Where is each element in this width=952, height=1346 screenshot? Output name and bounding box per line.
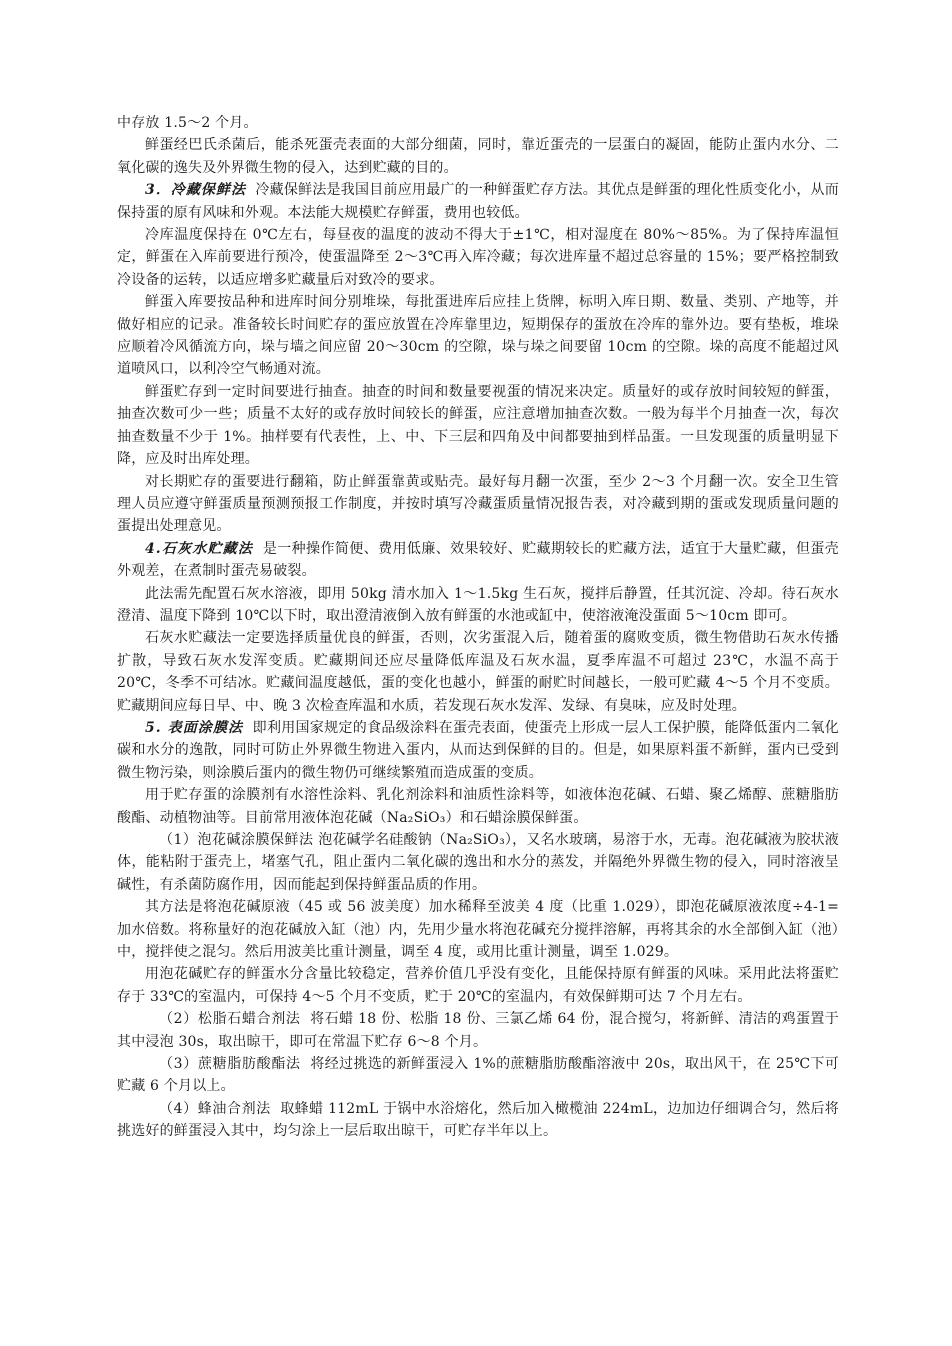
section-heading-cold-storage: 3．冷藏保鲜法 bbox=[145, 182, 246, 199]
paragraph-17: （4）蜂油合剂法 取蜂蜡 112mL 于锅中水浴熔化，然后加入橄榄油 224mL，边加边仔细调合匀，然后将挑选好的鲜蛋浸入其中，均匀涂上一层后取出晾干，可贮存半年以上。 bbox=[117, 1100, 839, 1140]
subsection-heading-3: （3）蔗糖脂肪酸酯法 bbox=[159, 1056, 301, 1073]
subsection-heading-1: （1）泡花碱涂膜保鲜法 bbox=[159, 832, 314, 848]
paragraph-15: （2）松脂石蜡合剂法 将石蜡 18 份、松脂 18 份、三氯乙烯 64 份，混合搅匀，将新鲜、清洁的鸡蛋置于其中浸泡 30s，取出晾干，即可在常温下贮存 6～8 个月。 bbox=[117, 1011, 839, 1050]
paragraph-14: 用泡花碱贮存的鲜蛋水分含量比较稳定，营养价值几乎没有变化，且能保持原有鲜蛋的风味。采用此法将蛋贮存于 33℃的室温内，可保持 4～5 个月不变质，贮于 20℃的室温内，有效保鲜期可达 7 个月左右。 bbox=[117, 966, 839, 1005]
paragraph-13: 其方法是将泡花碱原液（45 或 56 波美度）加水稀释至波美 4 度（比重 1.029），即泡花碱原液浓度÷4-1=加水倍数。将称量好的泡花碱放入缸（池）内，先用少量水将泡花碱充分搅拌溶解，再将其余的水全部倒入缸（池）中，搅拌使之混匀。然后用波美比重计测量，调至 4 度，或用比重计测量，调至 1.029。 bbox=[117, 899, 839, 961]
paragraph-10: 5. 表面涂膜法 即利用国家规定的食品级涂料在蛋壳表面，使蛋壳上形成一层人工保护膜，能降低蛋内二氧化碳和水分的逸散，同时可防止外界微生物进入蛋内，从而达到保鲜的目的。但是，如果原料蛋不新鲜，蛋内已受到微生物污染，则涂膜后蛋内的微生物仍可继续繁殖而造成蛋的变质。 bbox=[117, 719, 839, 781]
paragraph-16: （3）蔗糖脂肪酸酯法 将经过挑选的新鲜蛋浸入 1%的蔗糖脂肪酸酯溶液中 20s，取出风干，在 25℃下可贮藏 6 个月以上。 bbox=[117, 1056, 839, 1095]
section-heading-lime-water: 4.石灰水贮藏法 bbox=[145, 540, 254, 557]
paragraph-2: 3．冷藏保鲜法 冷藏保鲜法是我国目前应用最广的一种鲜蛋贮存方法。其优点是鲜蛋的理化性质变化小，从而保持蛋的原有风味和外观。本法能大规模贮存鲜蛋，费用也较低。 bbox=[117, 182, 839, 221]
section-heading-surface-coating: 5. 表面涂膜法 bbox=[145, 719, 244, 736]
paragraph-9: 石灰水贮藏法一定要选择质量优良的鲜蛋，否则，次劣蛋混入后，随着蛋的腐败变质，微生物借助石灰水传播扩散，导致石灰水发浑变质。贮藏期间还应尽量降低库温及石灰水温，夏季库温不可超过 23℃，水温不高于 20℃，冬季不可结冰。贮藏间温度越低，蛋的变化也越小，鲜蛋的耐贮时间越长，一般可贮藏 4～5 个月不变质。贮藏期间应每日早、中、晚 3 次检查库温和水质，若发现石灰水发浑、发绿、有臭味，应及时处理。 bbox=[117, 630, 839, 714]
paragraph-0: 中存放 1.5～2 个月。 bbox=[117, 115, 258, 131]
paragraph-7: 4.石灰水贮藏法 是一种操作简便、费用低廉、效果较好、贮藏期较长的贮藏方法，适宜于大量贮藏，但蛋壳外观差，在煮制时蛋壳易破裂。 bbox=[117, 540, 840, 580]
subsection-heading-4: （4）蜂油合剂法 bbox=[159, 1100, 271, 1117]
paragraph-12: （1）泡花碱涂膜保鲜法 泡花碱学名硅酸钠（Na₂SiO₃），又名水玻璃，易溶于水，无毒。泡花碱液为胶状液体，能粘附于蛋壳上，堵塞气孔，阻止蛋内二氧化碳的逸出和水分的蒸发，并隔绝外界微生物的侵入，同时溶液呈碱性，有杀菌防腐作用，因而能起到保持鲜蛋品质的作用。 bbox=[117, 832, 839, 893]
paragraph-5: 鲜蛋贮存到一定时间要进行抽查。抽查的时间和数量要视蛋的情况来决定。质量好的或存放时间较短的鲜蛋，抽查次数可少一些；质量不太好的或存放时间较长的鲜蛋，应注意增加抽查次数。一般为每半个月抽查一次，每次抽查数量不少于 1%。抽样要有代表性，上、中、下三层和四角及中间都要抽到样品蛋。一旦发现蛋的质量明显下降，应及时出库处理。 bbox=[117, 383, 839, 468]
document-page bbox=[117, 112, 839, 1143]
paragraph-11: 用于贮存蛋的涂膜剂有水溶性涂料、乳化剂涂料和油质性涂料等，如液体泡花碱、石蜡、聚乙烯醇、蔗糖脂肪酸酯、动植物油等。目前常用液体泡花碱（Na₂SiO₃）和石蜡涂膜保鲜蛋。 bbox=[117, 787, 839, 826]
paragraph-1: 鲜蛋经巴氏杀菌后，能杀死蛋壳表面的大部分细菌，同时，靠近蛋壳的一层蛋白的凝固，能防止蛋内水分、二氧化碳的逸失及外界微生物的侵入，达到贮藏的目的。 bbox=[117, 137, 839, 176]
paragraph-6: 对长期贮存的蛋要进行翻箱，防止鲜蛋靠黄或贴壳。最好每月翻一次蛋，至少 2～3 个月翻一次。安全卫生管理人员应遵守鲜蛋质量预测预报工作制度，并按时填写冷藏蛋质量情况报告表，对冷藏到期的蛋或发现质量问题的蛋提出处理意见。 bbox=[117, 473, 839, 535]
paragraph-8: 此法需先配置石灰水溶液，即用 50kg 清水加入 1～1.5kg 生石灰，搅拌后静置，任其沉淀、冷却。待石灰水澄清、温度下降到 10℃以下时，取出澄清液倒入放有鲜蛋的水池或缸中，使溶液淹没蛋面 5～10cm 即可。 bbox=[117, 585, 839, 624]
paragraph-4: 鲜蛋入库要按品种和进库时间分别堆垛，每批蛋进库后应挂上货牌，标明入库日期、数量、类别、产地等，并做好相应的记录。准备较长时间贮存的蛋应放置在冷库靠里边，短期保存的蛋放在冷库的靠外边。要有垫板，堆垛应顺着冷风循流方向，垛与墙之间应留 20～30cm 的空隙，垛与垛之间要留 10cm 的空隙。垛的高度不能超过风道喷风口，以利冷空气畅通对流。 bbox=[117, 294, 839, 378]
paragraph-3: 冷库温度保持在 0℃左右，每昼夜的温度的波动不得大于±1℃，相对湿度在 80%～85%。为了保持库温恒定，鲜蛋在入库前要进行预冷，使蛋温降至 2～3℃再入库冷藏；每次进库量不超过总容量的 15%；要严格控制致冷设备的运转，以适应增多贮藏量后对致冷的要求。 bbox=[117, 227, 839, 288]
subsection-heading-2: （2）松脂石蜡合剂法 bbox=[159, 1011, 301, 1028]
